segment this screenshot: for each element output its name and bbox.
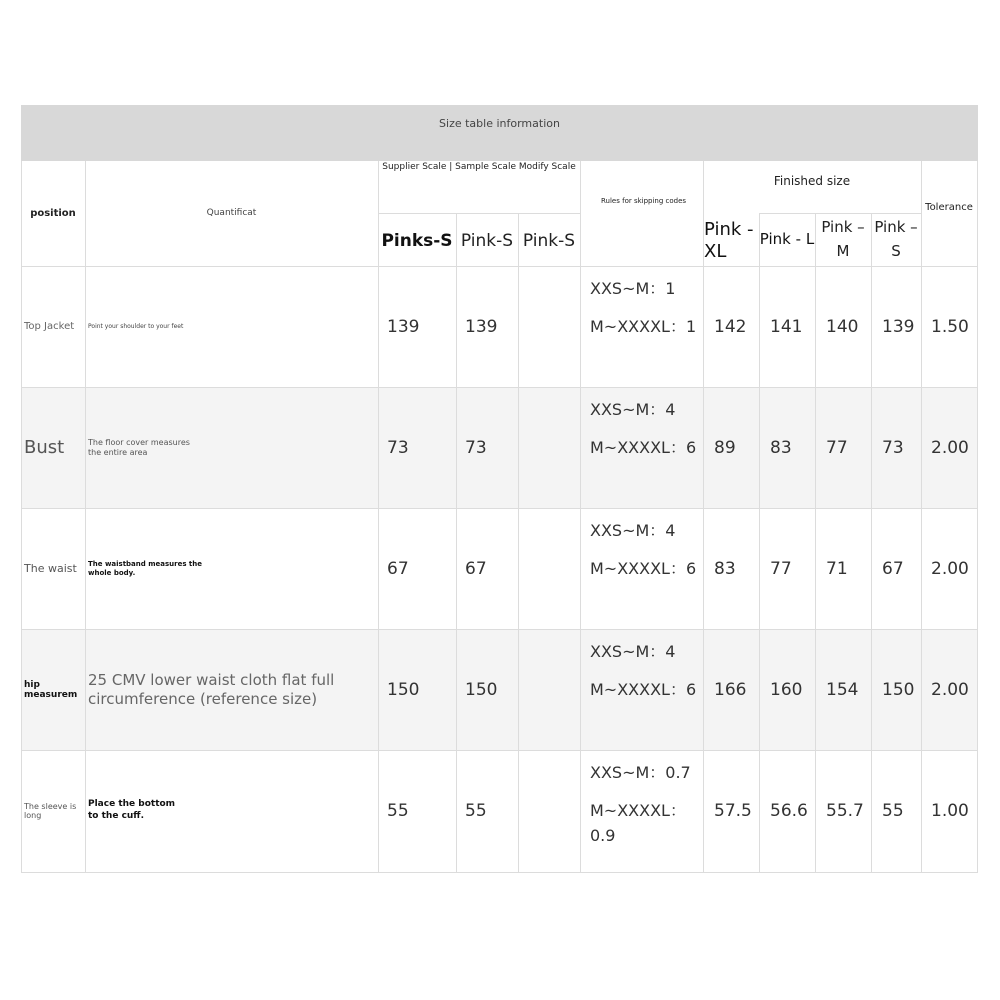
supplier-value: 150: [387, 679, 420, 700]
header-sample-size: Pink-S: [460, 231, 514, 251]
finished-value: 55.7: [826, 800, 864, 821]
rule-xxs-m: XXS~M：4: [590, 521, 676, 540]
sample-value: 67: [465, 558, 487, 579]
rule-m-xxxxl: M~XXXXL：6: [590, 559, 697, 578]
rule-xxs-m: XXS~M：4: [590, 642, 676, 661]
row-position: hip measurem: [24, 679, 78, 700]
row-position: Top Jacket: [24, 321, 75, 332]
rule-xxs-m: XXS~M：0.7: [590, 763, 691, 782]
rule-xxs-m: XXS~M：4: [590, 400, 676, 419]
rule-m-xxxxl: M~XXXXL：1: [590, 317, 697, 336]
finished-value: 55: [882, 800, 904, 821]
table-row: [21, 508, 978, 629]
modify-value: [527, 387, 580, 508]
modify-value: [527, 629, 580, 750]
sample-value: 55: [465, 800, 487, 821]
finished-value: 89: [714, 437, 736, 458]
table-row: [21, 387, 978, 508]
rule-m-xxxxl: M~XXXXL：6: [590, 438, 697, 457]
header-supplier-size: Pinks-S: [381, 231, 453, 251]
header-scale-group: Supplier Scale | Sample Scale Modify Scale: [382, 162, 576, 173]
row-position: The waist: [24, 562, 77, 575]
finished-value: 77: [770, 558, 792, 579]
rule-m-xxxxl: M~XXXXL：0.9: [590, 801, 686, 845]
finished-value: 160: [770, 679, 803, 700]
tolerance-value: 1.50: [931, 316, 969, 337]
supplier-value: 67: [387, 558, 409, 579]
finished-value: 139: [882, 316, 915, 337]
header-modify-size: Pink-S: [522, 231, 576, 251]
header-position: position: [30, 208, 76, 219]
row-quantification: The waistband measures the whole body.: [88, 559, 203, 577]
tolerance-value: 2.00: [931, 437, 969, 458]
finished-value: 142: [714, 316, 747, 337]
finished-value: 141: [770, 316, 803, 337]
finished-value: 154: [826, 679, 859, 700]
supplier-value: 73: [387, 437, 409, 458]
modify-value: [527, 508, 580, 629]
header-finished-m: Pink – M: [821, 218, 865, 260]
finished-value: 83: [770, 437, 792, 458]
row-quantification: Place the bottom to the cuff.: [88, 799, 176, 821]
finished-value: 73: [882, 437, 904, 458]
table-row: [21, 629, 978, 750]
finished-value: 71: [826, 558, 848, 579]
finished-value: 83: [714, 558, 736, 579]
tolerance-value: 2.00: [931, 558, 969, 579]
finished-value: 150: [882, 679, 915, 700]
finished-value: 140: [826, 316, 859, 337]
finished-value: 56.6: [770, 800, 808, 821]
finished-value: 77: [826, 437, 848, 458]
finished-value: 67: [882, 558, 904, 579]
row-position: Bust: [24, 437, 65, 458]
sample-value: 139: [465, 316, 498, 337]
supplier-value: 139: [387, 316, 420, 337]
row-position: The sleeve is long: [24, 801, 77, 820]
modify-value: [527, 750, 580, 871]
row-quantification: Point your shoulder to your feet: [88, 322, 184, 330]
size-table: [21, 105, 978, 873]
header-finished-size: Finished size: [773, 174, 851, 188]
header-tolerance: Tolerance: [925, 201, 973, 213]
tolerance-value: 1.00: [931, 800, 969, 821]
rule-m-xxxxl: M~XXXXL：6: [590, 680, 697, 699]
header-rules: Rules for skipping codes: [601, 197, 687, 205]
row-quantification: The floor cover measures the entire area: [88, 437, 190, 457]
sample-value: 73: [465, 437, 487, 458]
header-finished-l: Pink - L: [759, 230, 815, 248]
table-title-bar: [21, 105, 978, 161]
finished-value: 57.5: [714, 800, 752, 821]
table-row: [21, 750, 978, 871]
tolerance-value: 2.00: [931, 679, 969, 700]
row-quantification: 25 CMV lower waist cloth flat full circumference (reference size): [88, 670, 335, 708]
table-title: Size table information: [439, 117, 560, 130]
header-finished-xl: Pink - XL: [704, 219, 754, 262]
header-finished-s: Pink – S: [874, 218, 918, 260]
table-row: [21, 266, 978, 387]
sample-value: 150: [465, 679, 498, 700]
finished-value: 166: [714, 679, 747, 700]
modify-value: [527, 266, 580, 387]
rule-xxs-m: XXS~M：1: [590, 279, 676, 298]
supplier-value: 55: [387, 800, 409, 821]
header-quantification: Quantificat: [206, 207, 257, 218]
